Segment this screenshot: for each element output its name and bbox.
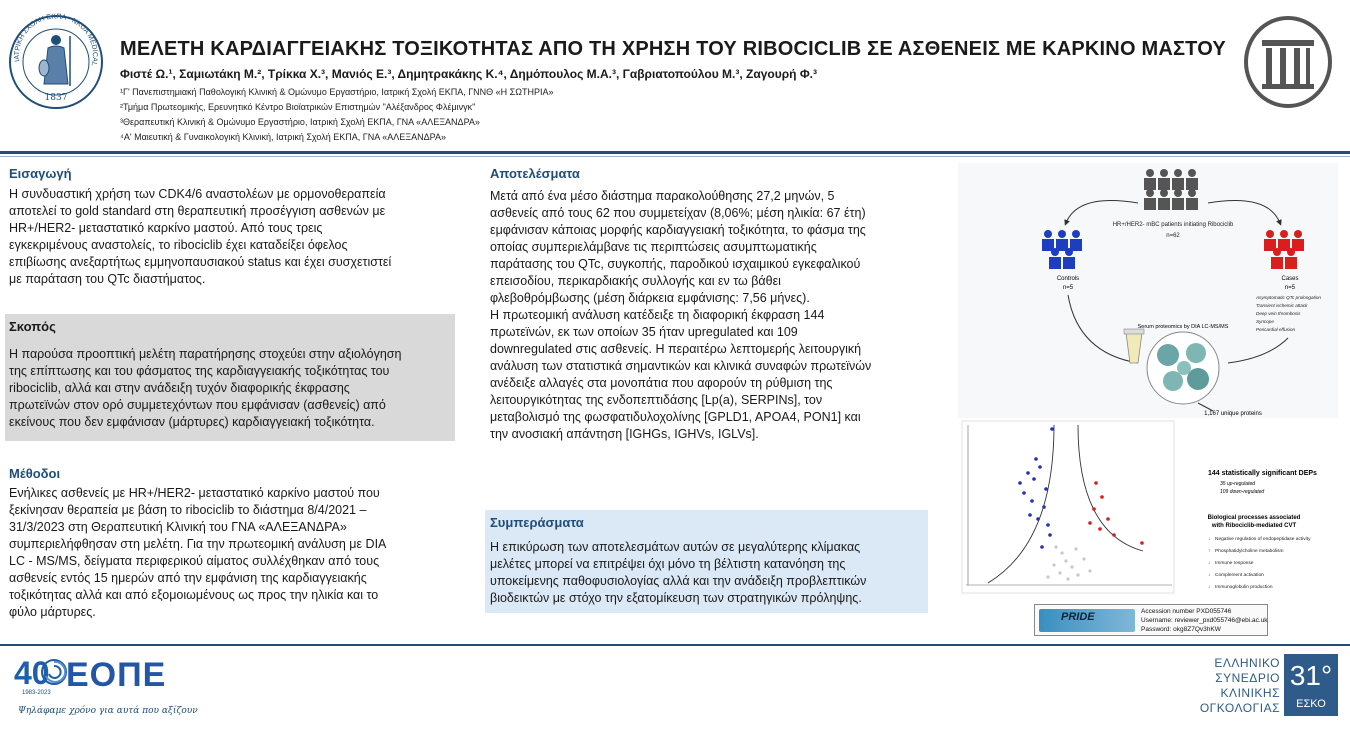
header-divider-thin bbox=[0, 156, 1350, 157]
svg-text:Transient ischemic attack: Transient ischemic attack bbox=[1256, 303, 1308, 308]
serum-label: Serum proteomics by DIA LC-MS/MS bbox=[1137, 324, 1229, 330]
protein-cluster-icon bbox=[1147, 332, 1219, 404]
patients-label: HR+/HER2- mBC patients initiating Ribociclib bbox=[1112, 222, 1234, 228]
esko-line-1: ΕΛΛΗΝΙΚΟ bbox=[1214, 656, 1280, 670]
svg-text:Immune response: Immune response bbox=[1215, 561, 1254, 566]
intro-title: Εισαγωγή bbox=[9, 166, 72, 181]
conclusions-title: Συμπεράσματα bbox=[490, 515, 584, 530]
pride-accession-box bbox=[1034, 604, 1268, 636]
svg-text:Negative regulation of endopep: Negative regulation of endopeptidase activity bbox=[1215, 537, 1311, 542]
svg-text:Deep vein thrombosis: Deep vein thrombosis bbox=[1256, 311, 1301, 316]
eope-anniversary-number: 40 bbox=[14, 655, 50, 691]
arrow-down-icon: ↓ bbox=[1208, 585, 1211, 590]
results-title: Αποτελέσματα bbox=[490, 166, 580, 181]
footer-divider bbox=[0, 644, 1350, 646]
cases-label: Cases bbox=[1281, 276, 1299, 282]
esko-line-4: ΟΓΚΟΛΟΓΙΑΣ bbox=[1199, 701, 1280, 715]
header-divider bbox=[0, 151, 1350, 154]
svg-text:Complement activation: Complement activation bbox=[1215, 573, 1264, 578]
arrow-down-icon: ↓ bbox=[1208, 561, 1211, 566]
unique-proteins-label: 1,167 unique proteins bbox=[1204, 411, 1262, 417]
conclusions-text: Η επικύρωση των αποτελεσμάτων αυτών σε μεγαλύτερης κλίμακας μελέτες μπορεί να επιτρέψει όχι μόνο τη βέλτιστη κατανόηση της υποκείμενης παθοφυσιολογίας αλλά και την ανάδειξη προβλεπτικών βιοδεικτών με στόχο την εξατομίκευση των στρατηγικών πρόληψης. bbox=[490, 540, 867, 605]
controls-n: n=5 bbox=[1062, 285, 1074, 291]
eope-swirl-icon bbox=[40, 658, 68, 686]
deps-up: 35 up-regulated bbox=[1220, 481, 1256, 487]
deps-down: 109 down-regulated bbox=[1220, 489, 1265, 495]
svg-text:Immunoglobulin production: Immunoglobulin production bbox=[1215, 585, 1273, 590]
methods-text: Ενήλικες ασθενείς με HR+/HER2- μεταστατικό καρκίνο μαστού που ξεκίνησαν θεραπεία με βάση το ribociclib το διάστημα 8/4/2021 – 31/3/2023 στη Θεραπευτική Κλινική του ΓΝΑ «ΑΛΕΞΑΝΔΡΑ» συμπεριελήφθησαν στη μελέτη. Για την πρωτεομική ανάλυση με DIA LC - MS/MS, δείγματα περιφερικού αίματος συλλέχθηκαν από τους ασθενείς εντός 15 ημερών από την εμφάνιση της καρδιαγγειακής τοξικότητας αλλά και από εξομοιωμένους ως προς την ηλικία και το φύλο μάρτυρες. bbox=[9, 486, 387, 619]
bio-title-2: with Ribociclib-mediated CVT bbox=[1211, 523, 1297, 529]
bio-title-1: Biological processes associated bbox=[1207, 515, 1301, 521]
affiliation-1: ¹Γ' Πανεπιστημιακή Παθολογική Κλινική & Ομώνυμο Εργαστήριο, Ιατρική Σχολή ΕΚΠΑ, ΓΝΝΘ «Η ΣΩΤΗΡΙΑ» bbox=[120, 87, 554, 97]
pride-logo: PRIDE bbox=[1039, 609, 1135, 632]
seal-text: ΙΑΤΡΙΚΗ ΣΧΟΛΗ ΕΚΠΑ • NKUA MEDICAL bbox=[13, 13, 99, 67]
study-design-figure bbox=[958, 163, 1338, 603]
pride-accession: Accession number PXD055746 bbox=[1141, 608, 1232, 615]
pride-password: Password: okg8Z7Qv3hKW bbox=[1141, 626, 1221, 633]
cases-n: n=5 bbox=[1284, 285, 1296, 291]
seal-year: 1837 bbox=[44, 93, 68, 103]
arrow-down-icon: ↓ bbox=[1208, 537, 1211, 542]
poster-title: ΜΕΛΕΤΗ ΚΑΡΔΙΑΓΓΕΙΑΚΗΣ ΤΟΞΙΚΟΤΗΤΑΣ ΑΠΟ ΤΗ ΧΡΗΣΗ ΤΟΥ RIBOCICLIB ΣΕ ΑΣΘΕΝΕΙΣ ΜΕ ΚΑΡΚΙΝΟ ΜΑΣΤΟΥ bbox=[120, 38, 1226, 60]
volcano-plot bbox=[962, 421, 1174, 593]
eope-tagline: Ψηλάφαμε χρόνο για αυτά που αξίζουν bbox=[18, 706, 198, 716]
methods-title: Μέθοδοι bbox=[9, 466, 61, 481]
controls-label: Controls bbox=[1056, 276, 1080, 282]
affiliation-2: ²Τμήμα Πρωτεομικής, Ερευνητικό Κέντρο Βιοϊατρικών Επιστημών "Αλέξανδρος Φλέμινγκ" bbox=[120, 102, 476, 112]
nkua-medical-school-seal bbox=[6, 6, 106, 114]
svg-text:Asymptomatic QTc prolongation: Asymptomatic QTc prolongation bbox=[1256, 295, 1321, 300]
hospital-emblem-logo bbox=[1242, 14, 1334, 110]
svg-text:Phosphatidylcholine metabolism: Phosphatidylcholine metabolism bbox=[1215, 549, 1284, 554]
affiliation-4: ⁴Α' Μαιευτική & Γυναικολογική Κλινική, Ιατρική Σχολή ΕΚΠΑ, ΓΝΑ «ΑΛΕΞΑΝΔΡΑ» bbox=[120, 132, 446, 142]
patients-n: n=62 bbox=[1166, 233, 1180, 239]
svg-text:Pericardial effusion: Pericardial effusion bbox=[1256, 327, 1296, 332]
svg-text:Syncope: Syncope bbox=[1256, 319, 1274, 324]
author-list: Φιστέ Ω.¹, Σαμιωτάκη Μ.², Τρίκκα Χ.³, Μανιός Ε.³, Δημητρακάκης Κ.⁴, Δημόπουλος Μ.Α.³, Γαβριατοπούλου Μ.³, Ζαγουρή Φ.³ bbox=[120, 67, 818, 81]
esko-number: 31° bbox=[1289, 660, 1333, 691]
esko-line-2: ΣΥΝΕΔΡΙΟ bbox=[1215, 671, 1280, 685]
intro-text: Η συνδυαστική χρήση των CDK4/6 αναστολέων με ορμονοθεραπεία αποτελεί το gold standard στη θεραπευτική προσέγγιση ασθενών με HR+/HER2- μεταστατικό καρκίνο μαστού. Από τους τρεις εγκεκριμένους αναστολείς, το ribociclib έχει καταδείξει όφελος επιβίωσης ανεξαρτήτως εμμηνοπαυσιακού status και έχει συσχετιστεί με παράταση του QTc διαστήματος. bbox=[9, 187, 392, 286]
eope-name: ΕΟΠΕ bbox=[66, 656, 167, 694]
aim-text: Η παρούσα προοπτική μελέτη παρατήρησης στοχεύει στην αξιολόγηση της επίπτωσης και του φάσματος της καρδιαγγειακής τοξικότητας του ribociclib, αλλά και στην ανάδειξη τυχόν διαφορικής έκφρασης πρωτεϊνών στον ορό συμμετεχόντων που εμφάνισαν (ασθενείς) από εκείνους που δεν εμφάνισαν (μάρτυρες) καρδιαγγειακή τοξικότητα. bbox=[9, 347, 402, 429]
aim-title: Σκοπός bbox=[9, 319, 56, 334]
esko-badge bbox=[1284, 654, 1338, 716]
esko-line-3: ΚΛΙΝΙΚΗΣ bbox=[1220, 686, 1280, 700]
esko-label: ΕΣΚΟ bbox=[1296, 698, 1326, 710]
pride-username: Username: reviewer_pxd055746@ebi.ac.uk bbox=[1141, 617, 1268, 624]
results-text: Μετά από ένα μέσο διάστημα παρακολούθησης 27,2 μηνών, 5 ασθενείς από τους 62 που συμμετείχαν (8,06%; μέση ηλικία: 67 έτη) εμφάνισαν κάποιας μορφής καρδιαγγειακή τοξικότητα, το φάσμα της οποίας συμπεριελάμβανε τις περιπτώσεις ασυμπτωματικής παράτασης του QTc, συγκοπής, παροδικού ισχαιμικού εγκεφαλικού επεισοδίου, περικαρδιακής συλλογής και εν τω βάθει φλεβοθρόμβωσης (μέση διάρκεια εμφάνισης: 7,56 μήνες). Η πρωτεομική ανάλυση κατέδειξε τη διαφορική έκφραση 144 πρωτεϊνών, εκ των οποίων 35 ήταν upregulated και 109 downregulated στις ασθενείς. Η περαιτέρω λεπτομερής λειτουργική ανάλυση των στατιστικά σημαντικών και κλινικά συναφών πρωτεϊνών ανέδειξε αλλαγές στα μονοπάτια που αφορούν τη ρύθμιση της λειτουργικότητας της ενδοπεπτιδάσης [Lp(a), SERPINs], τον μεταβολισμό της φωσφατιδυλοχολίνης [GPLD1, APOA4, PON1] και την ανοσιακή απάντηση [IGHGs, IGHVs, IGLVs]. bbox=[490, 189, 872, 441]
eope-years: 1983-2023 bbox=[22, 690, 51, 696]
affiliation-3: ³Θεραπευτική Κλινική & Ομώνυμο Εργαστήριο, Ιατρική Σχολή ΕΚΠΑ, ΓΝΑ «ΑΛΕΞΑΝΔΡΑ» bbox=[120, 117, 480, 127]
deps-title: 144 statistically significant DEPs bbox=[1208, 470, 1317, 477]
arrow-up-icon: ↑ bbox=[1208, 549, 1211, 554]
arrow-down-icon: ↓ bbox=[1208, 573, 1211, 578]
